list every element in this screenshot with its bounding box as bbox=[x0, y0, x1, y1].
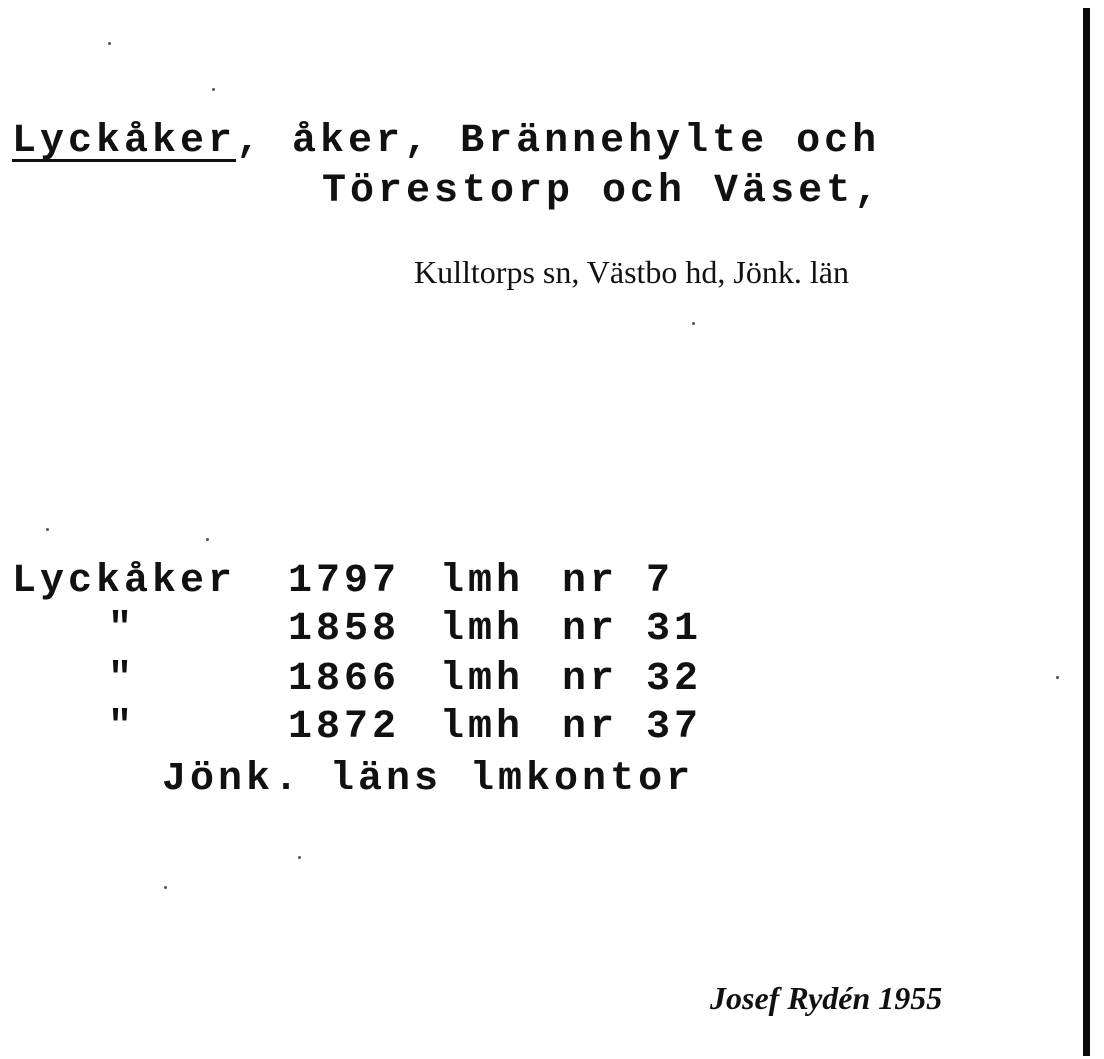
record-unit: lmh bbox=[440, 559, 525, 604]
archive-text: Jönk. läns lmkontor bbox=[162, 757, 695, 802]
record-row bbox=[12, 559, 237, 604]
place-name: Lyckåker bbox=[12, 119, 237, 164]
scan-speck bbox=[206, 538, 209, 541]
record-year: 1872 bbox=[288, 705, 401, 750]
record-unit: lmh bbox=[440, 607, 525, 652]
record-year: 1797 bbox=[288, 559, 401, 604]
signature-text: Josef Rydén 1955 bbox=[710, 980, 943, 1016]
heading-line-2: Törestorp och Väset, bbox=[322, 169, 883, 214]
scan-speck bbox=[212, 88, 215, 91]
record-unit: lmh bbox=[440, 705, 525, 750]
scan-speck bbox=[164, 886, 167, 889]
record-number: nr 32 bbox=[562, 657, 703, 702]
record-ditto-mark: " bbox=[108, 607, 137, 652]
record-ditto-mark: " bbox=[108, 657, 137, 702]
record-ditto-mark: " bbox=[108, 705, 137, 750]
record-name: Lyckåker bbox=[12, 559, 237, 604]
scan-speck bbox=[692, 322, 695, 325]
record-year: 1866 bbox=[288, 657, 401, 702]
scan-speck bbox=[298, 856, 301, 859]
scan-speck bbox=[46, 528, 49, 531]
location-text: Kulltorps sn, Västbo hd, Jönk. län bbox=[414, 254, 849, 290]
record-number: nr 31 bbox=[562, 607, 703, 652]
record-unit: lmh bbox=[440, 657, 525, 702]
record-number: nr 37 bbox=[562, 705, 703, 750]
record-year: 1858 bbox=[288, 607, 401, 652]
heading-rest: , åker, Brännehylte och bbox=[236, 119, 881, 164]
card-edge-border bbox=[1083, 8, 1090, 1056]
scan-speck bbox=[108, 42, 111, 45]
scan-speck bbox=[1056, 676, 1059, 679]
record-number: nr 7 bbox=[562, 559, 675, 604]
heading-line-1 bbox=[12, 119, 881, 164]
